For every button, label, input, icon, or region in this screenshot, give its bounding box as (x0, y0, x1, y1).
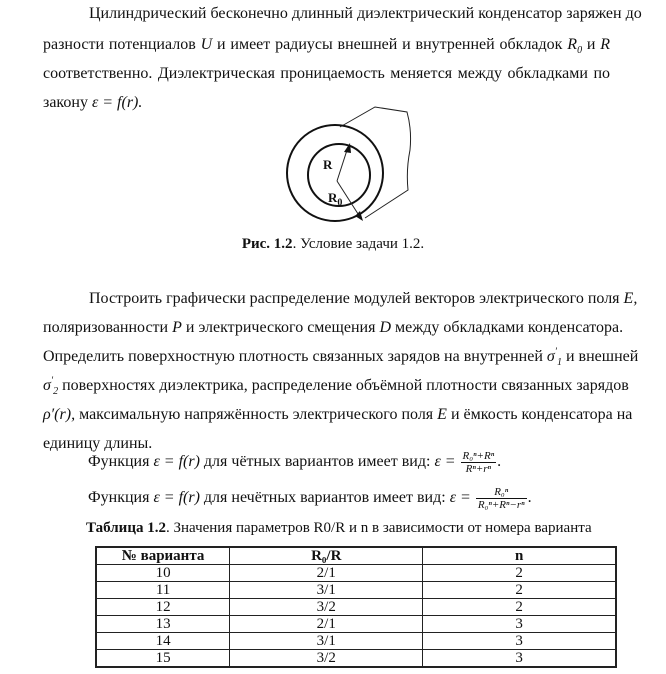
text: и внешней (565, 348, 639, 365)
function-odd (88, 484, 532, 512)
task-line-5 (43, 405, 633, 425)
table-row (96, 616, 616, 633)
cell-n: 3 (423, 616, 616, 633)
capacitor-diagram-icon (270, 95, 450, 235)
header-variant: № варианта (96, 547, 230, 565)
cell-variant: 13 (96, 616, 230, 633)
var-D: D (379, 319, 391, 336)
var-R0: $R_0$ (567, 36, 583, 57)
formula-lhs: ε = (449, 489, 471, 506)
text: и ёмкость конденсатора на (450, 406, 633, 423)
table-row (96, 599, 616, 616)
text: и имеет радиусы внешней и внутренней обкладок (217, 36, 563, 53)
cell-ratio: 2/1 (230, 565, 423, 582)
cell-ratio: 3/2 (230, 599, 423, 616)
text: Определить поверхностную плотность связанных зарядов на внутренней (43, 348, 543, 365)
cell-variant: 15 (96, 650, 230, 668)
cell-variant: 11 (96, 582, 230, 599)
formula-lhs: ε = (434, 453, 456, 470)
cell-ratio: 3/2 (230, 650, 423, 668)
cell-n: 2 (423, 582, 616, 599)
text: для чётных вариантов имеет вид: (203, 453, 431, 470)
cell-ratio: 3/1 (230, 633, 423, 650)
cell-variant: 10 (96, 565, 230, 582)
intro-line-3 (43, 64, 610, 84)
cell-variant: 14 (96, 633, 230, 650)
fraction-even (461, 450, 497, 475)
table-header-row (96, 547, 616, 565)
text: единицу длины. (43, 435, 153, 452)
task-line-1 (89, 289, 638, 309)
fraction-odd (476, 486, 527, 511)
capacitor-figure (270, 95, 450, 235)
function-even (88, 448, 501, 476)
figure-caption (0, 234, 666, 254)
var-P: P (172, 319, 182, 336)
text: соответственно. Диэлектрическая проницаемость меняется между обкладками по (43, 65, 610, 82)
text: Построить графически распределение модулей векторов электрического поля (89, 290, 620, 307)
text: поляризованности (43, 319, 169, 336)
formula-eps: ε = f(r) (153, 489, 200, 506)
text: . (497, 453, 502, 470)
text: и электрического смещения (185, 319, 376, 336)
denominator: Rⁿ+rⁿ (465, 462, 492, 475)
formula-eps: ε = f(r) (153, 453, 200, 470)
table-title (86, 518, 592, 538)
text: закону (43, 94, 88, 111)
cell-ratio: 2/1 (230, 616, 423, 633)
formula-eps: ε = f(r). (91, 94, 143, 111)
text: разности потенциалов (43, 36, 196, 53)
cell-n: 3 (423, 650, 616, 668)
table-label: Таблица 1.2 (86, 520, 166, 536)
cell-n: 3 (423, 633, 616, 650)
table-row (96, 582, 616, 599)
caption-text: . Условие задачи 1.2. (292, 236, 425, 252)
table-row (96, 650, 616, 668)
var-E: E, (623, 290, 638, 307)
var-sigma1: $\sigma'_1$ (546, 346, 562, 369)
intro-line-1 (89, 4, 642, 24)
variants-table (95, 546, 617, 668)
task-line-3 (43, 346, 639, 369)
text: максимальную напряжённость электрического поля (79, 406, 434, 423)
header-n: n (423, 547, 616, 565)
cell-n: 2 (423, 565, 616, 582)
var-R: R (600, 36, 611, 53)
cell-n: 2 (423, 599, 616, 616)
text: Функция (88, 489, 150, 506)
label-R0: $R_0$ (328, 190, 343, 209)
numerator: R₀ⁿ (476, 486, 527, 499)
numerator: R₀ⁿ+Rⁿ (462, 449, 495, 462)
var-rho: ρ′(r), (43, 406, 76, 423)
var-E: E (437, 406, 447, 423)
var-U: U (200, 36, 213, 53)
intro-text-1: Цилиндрический бесконечно длинный диэлектрический конденсатор заряжен до (89, 5, 642, 22)
header-ratio: R₀/R (230, 547, 423, 565)
var-sigma2: $\sigma'_2$ (43, 375, 59, 398)
text: между обкладками конденсатора. (395, 319, 624, 336)
table-row (96, 565, 616, 582)
text: для нечётных вариантов имеет вид: (203, 489, 446, 506)
task-line-2 (43, 318, 624, 338)
table-caption-text: . Значения параметров R0/R и n в зависимости от номера варианта (165, 520, 592, 536)
cell-ratio: 3/1 (230, 582, 423, 599)
text: и (586, 36, 596, 53)
text: Функция (88, 453, 150, 470)
caption-label: Рис. 1.2 (241, 236, 293, 252)
task-line-4 (43, 375, 629, 398)
intro-line-2 (43, 35, 610, 55)
denominator: R₀ⁿ+Rⁿ−rⁿ (477, 498, 525, 511)
label-R: R (323, 157, 333, 172)
intro-line-4 (43, 93, 142, 113)
table-row (96, 633, 616, 650)
text: поверхностях диэлектрика, распределение объёмной плотности связанных зарядов (62, 377, 629, 394)
text: . (527, 489, 532, 506)
cell-variant: 12 (96, 599, 230, 616)
